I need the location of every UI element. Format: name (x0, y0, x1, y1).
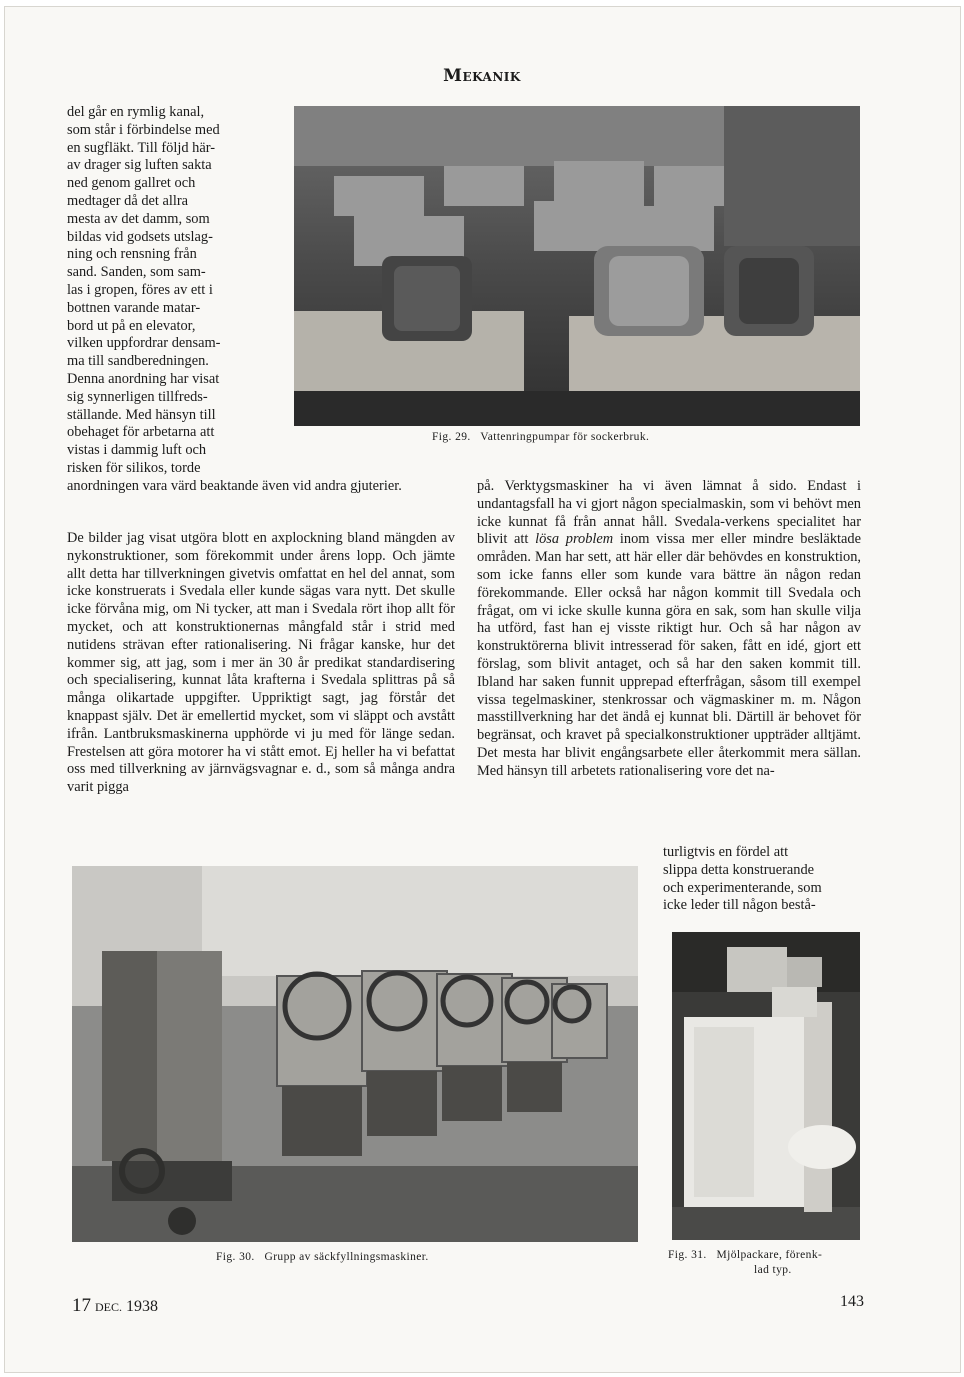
intro-line: ma till sandberedningen. (67, 353, 209, 370)
right-column-tail (663, 844, 861, 915)
intro-line: som står i förbindelse med (67, 121, 220, 138)
intro-line: en sugfläkt. Till följd här- (67, 139, 216, 156)
intro-line: ställande. Med hänsyn till (67, 406, 216, 423)
tail-line: turligtvis en fördel att (663, 844, 789, 860)
footer-year: 1938 (126, 1298, 158, 1315)
intro-line: obehaget för arbetarna att (67, 424, 215, 441)
intro-line: bottnen varande matar- (67, 299, 201, 316)
footer-month: DEC. (95, 1300, 122, 1314)
figure-29-caption: Fig. 29. Vattenringpumpar för sockerbruk. (432, 431, 650, 443)
intro-line: bord ut på en elevator, (67, 317, 196, 334)
figure-29-photo (294, 106, 860, 426)
intro-wide-end: anordningen vara värd beaktande även vid andra gjuterier. (67, 478, 402, 494)
intro-line: ned genom gallret och (67, 175, 196, 192)
intro-line: medtager då det allra (67, 192, 189, 209)
tail-line: slippa detta konstruerande (663, 861, 815, 878)
tail-line: icke leder till någon bestå- (663, 897, 816, 914)
intro-line: av drager sig luften sakta (67, 157, 212, 174)
intro-line: sig synnerligen tillfreds- (67, 388, 208, 405)
intro-line: vilken uppfordrar densam- (67, 335, 221, 352)
right-column-text (477, 478, 861, 781)
intro-narrow-column (67, 104, 263, 478)
figure-31-caption-line2: lad typ. (754, 1264, 792, 1276)
intro-line: ning och rensning från (67, 246, 197, 263)
figure-30-photo (72, 866, 638, 1242)
figure-31-caption-line1: Fig. 31. Mjölpackare, förenk- (668, 1249, 823, 1261)
intro-line: bildas vid godsets utslag- (67, 228, 213, 245)
page-header: Mekanik (443, 66, 521, 86)
right-text-part2: inom vissa mer eller mindre besläktade områden. Man har sett, att här eller där behövdes en konstruktion, som icke fanns eller som kunde vara bättre än någon redan förekommande. Eller också har någon kommit till Svedala och frågat, om vi icke skulle kunna göra en sak, som han skulle vilja ha utförd, fast han ej visste riktigt hur. Och så har någon av konstruktörerna blivit intresserad för saken, fått en idé, gjort ett förslag, som blivit antaget, och så har den saken kommit till. Ibland har saken funnit upprepad efterfrågan, såsom till exempel vissa tegelmaskiner, stenkrossar och vägmaskiner m. m. Någon masstillverkning har det ändå ej kunnat bli. Därtill är behovet för begränsat, och kravet på specialkonstruktioner uppträder alltjämt. Det mesta har blivit engångsarbete eller återkommit mera sällan. Med hänsyn till arbetets rationalisering vore det na- (477, 531, 861, 779)
intro-line: las i gropen, föres av ett i (67, 281, 213, 298)
intro-line: Denna anordning har visat (67, 370, 220, 387)
intro-line: risken för silikos, torde (67, 459, 201, 476)
footer-day: 17 (72, 1295, 91, 1316)
right-text-part1: på. Verktygsmaskiner ha vi även lämnat å sido. Endast i undantagsfall ha vi gjort någon specialmaskin, som vi behövt men icke kunnat få från annat håll. Svedala-verkens specialitet har blivit att (477, 478, 861, 548)
page-number: 143 (840, 1293, 864, 1310)
figure-30-caption: Fig. 30. Grupp av säckfyllningsmaskiner. (216, 1251, 429, 1263)
tail-line: och experimenterande, som (663, 879, 822, 896)
intro-line: sand. Sanden, som sam- (67, 264, 206, 281)
intro-line: mesta av det damm, som (67, 210, 210, 227)
figure-31-photo (672, 932, 860, 1240)
right-text-italic: lösa problem (535, 531, 614, 548)
left-column-text: De bilder jag visat utgöra blott en axplockning bland mängden av nykonstruktioner, som förekommit under årens lopp. Och jämte allt detta har tillverkningen givetvis omfattat en hel del annat, som icke konstruerats i Svedala eller kunde sägas vara nytt. Det skulle icke förvåna mig, om Ni tycker, att man i Svedala rört ihop allt för mycket, och att konstruktionernas mångfald står i strid med nutidens strävan efter rationalisering. Ni frågar kanske, hur det kommer sig, att jag, som i mer än 30 år predikat standardisering och specialisering, kunnat låta krafterna i Svedala splittras på så många olikartade uppgifter. Uppriktigt sagt, jag förstår det knappast själv. Det är emellertid mycket, som vi släppt och avstått ifrån. Lantbruksmaskinerna upphörde vi ju med för länge sedan. Frestelsen att göra motorer ha vi stått emot. Ej heller ha vi befattat oss med tillverkning av järnvägsvagnar e. d., som så många andra varit pigga (67, 530, 455, 796)
intro-line: vistas i dammig luft och (67, 442, 207, 459)
intro-line: del går en rymlig kanal, (67, 104, 205, 120)
footer-date (72, 1295, 158, 1317)
